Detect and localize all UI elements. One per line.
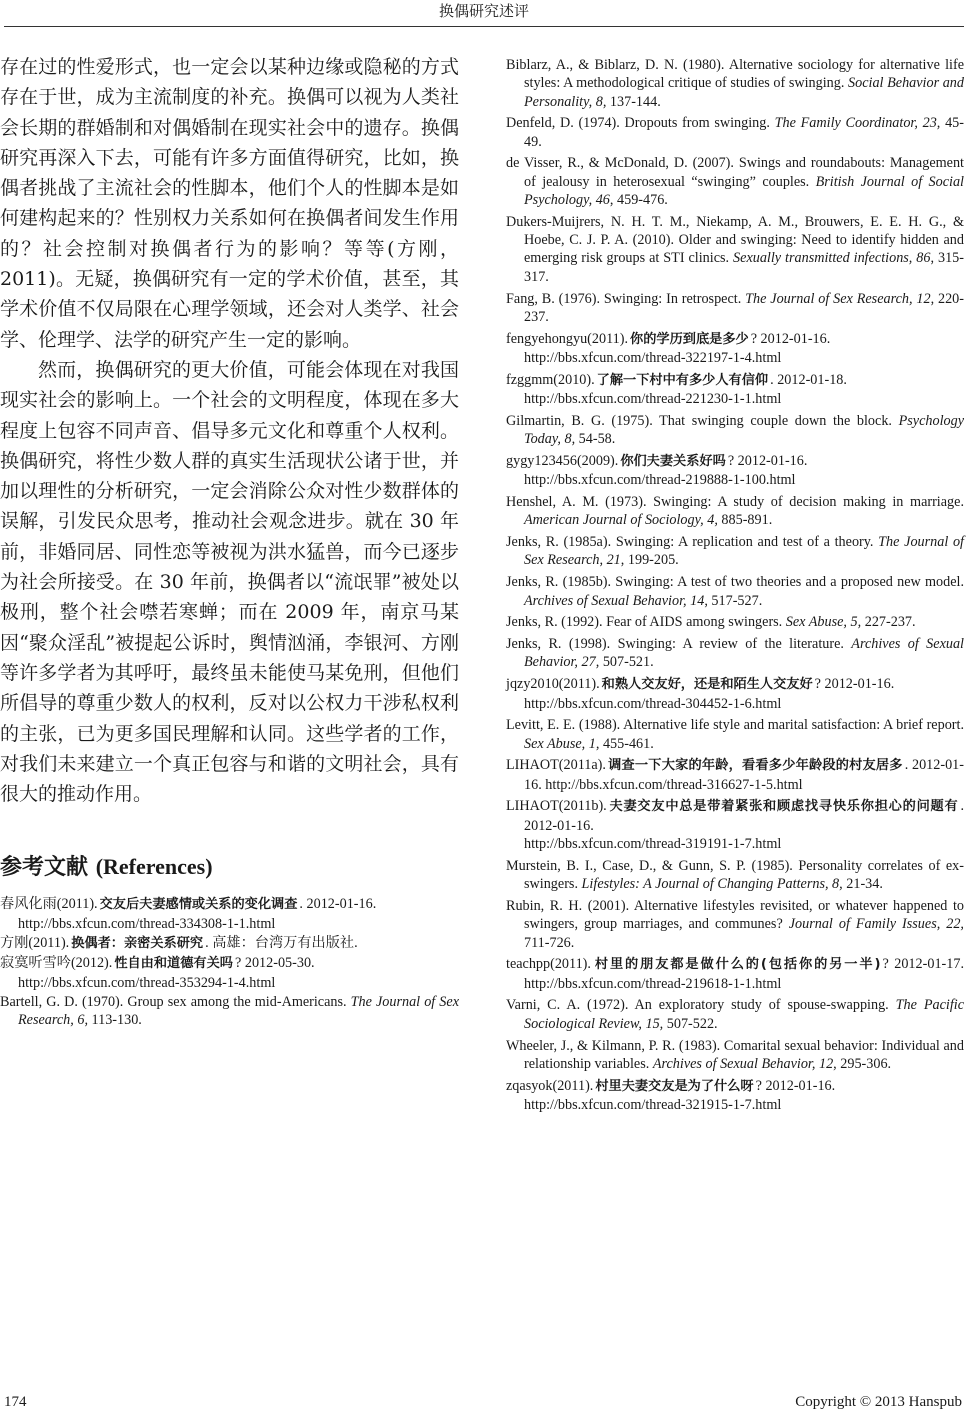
reference-author: LIHAOT(2011b).: [506, 798, 607, 815]
reference-url: http://bbs.xfcun.com/thread-221230-1-1.html: [524, 391, 782, 408]
reference-entry: [0, 895, 459, 933]
reference-url: http://bbs.xfcun.com/thread-319191-1-7.html: [524, 836, 782, 853]
reference-tail: 711-726.: [524, 934, 575, 951]
reference-tail: , 459-476.: [609, 192, 668, 209]
reference-text: Dukers-Muijrers, N. H. T. M., Niekamp, A. M., Brouwers, E. E. H. G., & Hoebe, C. J. P. A. (2010). Older and swinging: Need to identify hidden and emerging risk groups at STI clinics.: [506, 213, 964, 267]
body-paragraph-1: 存在过的性爱形式，也一定会以某种边缘或隐秘的方式存在于世，成为主流制度的补充。换偶可以视为人类社会长期的群婚制和对偶婚制在现实社会中的遗存。换偶研究再深入下去，可能有许多方面值得研究，比如，换偶者挑战了主流社会的性脚本，他们个人的性脚本是如何建构起来的？性别权力关系如何在换偶者间发生作用的？社会控制对换偶者行为的影响？等等(方刚，2011)。无疑，换偶研究有一定的学术价值，甚至，其学术价值不仅局限在心理学领域，还会对人类学、社会学、伦理学、法学的研究产生一定的影响。: [0, 56, 459, 351]
reference-tail: 227-237.: [861, 614, 916, 631]
reference-tail: ? 2012-01-16.: [814, 676, 895, 693]
reference-source: The Journal of Sex Research, 6,: [18, 993, 459, 1029]
reference-entry: [506, 675, 964, 713]
reference-entry: [506, 955, 964, 993]
reference-url: http://bbs.xfcun.com/thread-353294-1-4.html: [18, 974, 276, 991]
reference-tail: . 高雄：台湾万有出版社.: [205, 935, 358, 952]
reference-entry: [506, 1077, 964, 1115]
reference-tail: , 315-317.: [524, 250, 965, 285]
right-column: [506, 56, 964, 1118]
reference-text: Denfeld, D. (1974). Dropouts from swinging.: [506, 115, 775, 132]
reference-entry: [506, 897, 964, 952]
header-rule: [4, 26, 964, 27]
reference-source: The Journal of Sex Research, 21: [524, 534, 964, 569]
reference-source: Archives of Sexual Behavior, 14: [524, 592, 705, 609]
reference-tail: 54-58.: [575, 431, 616, 448]
reference-author: LIHAOT(2011a).: [506, 757, 606, 774]
reference-entry: [506, 573, 964, 610]
reference-entry: [506, 213, 964, 286]
reference-entry: [506, 493, 964, 530]
reference-url: http://bbs.xfcun.com/thread-304452-1-6.html: [524, 695, 782, 712]
reference-tail: , 199-205.: [620, 552, 679, 569]
reference-source: American Journal of Sociology, 4,: [524, 512, 718, 529]
reference-tail: 45-49.: [524, 115, 964, 150]
reference-title: 交友后夫妻感情或关系的变化调查: [99, 897, 298, 913]
reference-author: jqzy2010(2011).: [506, 676, 600, 693]
reference-tail: , 517-527.: [704, 592, 763, 609]
reference-tail: . 2012-01-16. http://bbs.xfcun.com/thread-316627-1-5.html: [524, 757, 964, 793]
reference-source: Social Behavior and Personality, 8,: [524, 75, 964, 110]
reference-tail: ? 2012-01-16.: [727, 452, 808, 469]
reference-tail: 507-522.: [663, 1015, 718, 1032]
running-title: 换偶研究述评: [438, 2, 529, 20]
reference-author: 寂寞听雪吟(2012).: [0, 955, 113, 972]
reference-entry: [0, 934, 459, 953]
reference-text: Levitt, E. E. (1988). Alternative life style and marital satisfaction: A brief report.: [506, 717, 964, 734]
reference-author: fengyehongyu(2011).: [506, 330, 629, 347]
body-paragraph-2: 然而，换偶研究的更大价值，可能会体现在对我国现实社会的影响上。一个社会的文明程度，体现在多大程度上包容不同声音、倡导多元文化和尊重个人权利。换偶研究，将性少数人群的真实生活现状公诸于世，并加以理性的分析研究，一定会消除公众对性少数群体的误解，引发民众思考，推动社会观念进步。就在 30 年前，非婚同居、同性恋等被视为洪水猛兽，而今已逐步为社会所接受。在 30 年前，换偶者以“流氓罪”被处以极刑，整个社会噤若寒蝉；而在 2009 年，南京马某因“聚众淫乱”被提起公诉时，舆情汹涌，李银河、方刚等许多学者为其呼吁，最终虽未能使马某免刑，但他们所倡导的尊重少数人的权利，反对以公权力干涉私权利的主张，已为更多国民理解和认同。这些学者的工作，对我们未来建立一个真正包容与和谐的文明社会，具有很大的推动作用。: [0, 358, 459, 806]
reference-source: British Journal of Social Psychology, 46: [524, 173, 964, 209]
references-heading-en: (References): [95, 854, 213, 880]
reference-tail: ? 2012-01-16.: [750, 330, 831, 347]
reference-url: http://bbs.xfcun.com/thread-322197-1-4.html: [524, 349, 782, 366]
reference-author: zqasyok(2011).: [506, 1077, 594, 1094]
reference-text: de Visser, R., & McDonald, D. (2007). Swings and roundabouts: Management of jealousy in heterosexual “swinging” couples.: [506, 155, 964, 190]
reference-title: 你的学历到底是多少: [630, 331, 749, 347]
reference-entry: [506, 1037, 964, 1074]
reference-tail: . 2012-01-18.: [770, 371, 847, 388]
references-heading-zh: 参考文献: [0, 854, 89, 881]
reference-list-right: [506, 56, 964, 1114]
reference-tail: ? 2012-05-30.: [235, 955, 315, 972]
reference-entry: [506, 154, 964, 209]
reference-tail: 507-521.: [599, 654, 654, 671]
reference-entry: [506, 290, 964, 327]
reference-title: 村里夫妻交友是为了什么呀: [595, 1078, 754, 1094]
page-number: 174: [4, 1394, 27, 1410]
left-column: [0, 52, 459, 1031]
reference-text: Jenks, R. (1985b). Swinging: A test of two theories and a proposed new model.: [506, 574, 964, 591]
reference-text: Bartell, G. D. (1970). Group sex among the mid-Americans.: [0, 993, 351, 1010]
reference-entry: [0, 954, 459, 992]
reference-entry: [506, 533, 964, 570]
reference-entry: [506, 857, 964, 894]
reference-title: 换偶者：亲密关系研究: [71, 936, 204, 952]
reference-text: Biblarz, A., & Biblarz, D. N. (1980). Alternative sociology for alternative life styles: A methodological critique of studies of swinging.: [506, 57, 964, 92]
reference-entry: [506, 996, 964, 1033]
reference-entry: [506, 56, 964, 111]
reference-entry: [506, 452, 964, 490]
reference-url: http://bbs.xfcun.com/thread-334308-1-1.html: [18, 915, 276, 932]
reference-title: 村里的朋友都是做什么的(包括你的另一半): [592, 957, 881, 973]
reference-source: The Family Coordinator, 23,: [774, 115, 941, 132]
reference-tail: 455-461.: [599, 735, 654, 752]
reference-text: Gilmartin, B. G. (1975). That swinging couple down the block.: [506, 412, 899, 429]
reference-tail: , 220-237.: [524, 290, 964, 325]
reference-author: teachpp(2011).: [506, 956, 591, 973]
reference-text: Varni, C. A. (1972). An exploratory study of spouse-swapping.: [506, 997, 896, 1014]
reference-entry: [506, 613, 964, 631]
reference-text: Wheeler, J., & Kilmann, P. R. (1983). Comarital sexual behavior: Individual and relationship variables.: [506, 1037, 964, 1072]
reference-source: Archives of Sexual Behavior, 27,: [524, 636, 964, 671]
reference-author: fzggmm(2010).: [506, 371, 595, 388]
reference-tail: ? 2012-01-17. http://bbs.xfcun.com/thread-219618-1-1.html: [524, 956, 964, 992]
reference-tail: . 2012-01-16.: [299, 896, 377, 913]
reference-author: gygy123456(2009).: [506, 452, 619, 469]
reference-source: Psychology Today, 8,: [524, 412, 964, 448]
reference-source: Archives of Sexual Behavior, 12: [652, 1055, 834, 1072]
reference-url: http://bbs.xfcun.com/thread-219888-1-100.html: [524, 472, 796, 489]
reference-title: 了解一下村中有多少人有信仰: [596, 372, 769, 388]
reference-source: Sex Abuse, 1,: [524, 735, 600, 752]
reference-title: 调查一下大家的年龄，看看多少年龄段的村友居多: [607, 758, 903, 774]
reference-title: 性自由和道德有关吗: [114, 956, 233, 972]
reference-text: Murstein, B. I., Case, D., & Gunn, S. P. (1985). Personality correlates of ex-swingers.: [506, 857, 964, 893]
reference-source: Sex Abuse, 5,: [785, 614, 862, 631]
reference-tail: 21-34.: [842, 876, 883, 893]
reference-entry: [506, 756, 964, 794]
reference-title: 夫妻交友中总是带着紧张和顾虑找寻快乐你担心的问题有: [608, 799, 959, 815]
reference-source: The Pacific Sociological Review, 15,: [524, 997, 964, 1032]
reference-title: 你们夫妻关系好吗: [620, 453, 726, 469]
reference-entry: [506, 412, 964, 449]
reference-source: Lifestyles: A Journal of Changing Patterns, 8,: [581, 876, 843, 893]
reference-entry: [506, 114, 964, 151]
reference-entry: [506, 797, 964, 853]
reference-author: 方刚(2011).: [0, 935, 70, 952]
reference-source: The Journal of Sex Research, 12: [745, 290, 931, 307]
reference-text: Rubin, R. H. (2001). Alternative lifestyles revisited, or whatever happened to swingers, group marriages, and communes?: [506, 897, 964, 933]
reference-tail: , 295-306.: [833, 1055, 892, 1072]
reference-text: Fang, B. (1976). Swinging: In retrospect.: [506, 290, 746, 307]
reference-author: 春风化雨(2011).: [0, 896, 98, 913]
reference-url: http://bbs.xfcun.com/thread-321915-1-7.html: [524, 1096, 782, 1113]
copyright-notice: Copyright © 2013 Hanspub: [795, 1394, 962, 1410]
reference-tail: 885-891.: [717, 512, 773, 529]
reference-tail: . 2012-01-16.: [524, 798, 964, 834]
reference-entry: [506, 716, 964, 753]
reference-text: Henshel, A. M. (1973). Swinging: A study of decision making in marriage.: [506, 494, 964, 511]
reference-text: Jenks, R. (1998). Swinging: A review of the literature.: [506, 636, 852, 653]
reference-entry: [506, 635, 964, 672]
reference-tail: 137-144.: [606, 93, 661, 110]
reference-list-left: [0, 895, 459, 1029]
reference-text: Jenks, R. (1985a). Swinging: A replication and test of a theory.: [506, 534, 879, 551]
reference-entry: [506, 330, 964, 368]
reference-title: 和熟人交友好，还是和陌生人交友好: [601, 677, 813, 693]
reference-entry: [506, 371, 964, 409]
reference-source: Journal of Family Issues, 22,: [788, 916, 964, 933]
references-heading: [0, 853, 459, 881]
reference-text: Jenks, R. (1992). Fear of AIDS among swingers.: [506, 614, 786, 631]
reference-source: Sexually transmitted infections, 86: [733, 250, 931, 267]
reference-tail: ? 2012-01-16.: [755, 1077, 836, 1094]
reference-entry: [0, 993, 459, 1030]
reference-tail: 113-130.: [88, 1012, 142, 1029]
